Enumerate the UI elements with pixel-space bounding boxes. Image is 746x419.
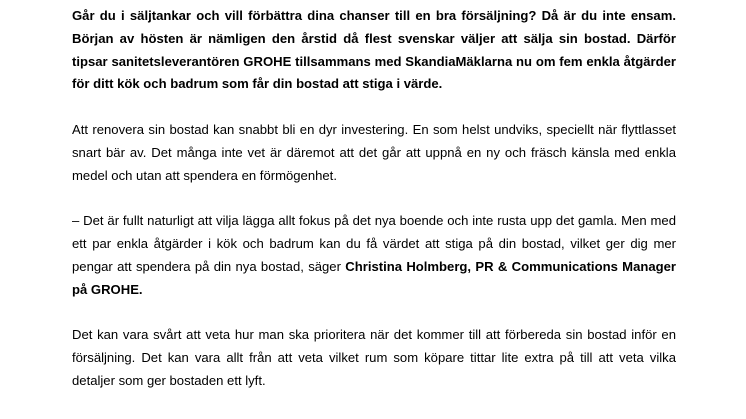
lead-paragraph: Går du i säljtankar och vill förbättra dina chanser till en bra försäljning? Då är du inte ensam. Början av hösten är nämligen den årstid då flest svenskar väljer att sälja sin bostad. Därför tipsar sanitetsleverantören GROHE tillsammans med SkandiaMäklarna nu om fem enkla åtgärder för ditt kök och badrum som får din bostad att stiga i värde. <box>72 8 676 92</box>
body-paragraph-renovation: Att renovera sin bostad kan snabbt bli en dyr investering. En som helst undviks, speciellt när flyttlasset snart bär av. Det många inte vet är däremot att det går att uppnå en ny och fräsch känsla med enkla medel och utan att spendera en förmögenhet. <box>72 121 676 183</box>
body-paragraph-prioritize: Det kan vara svårt att veta hur man ska prioritera när det kommer till att förbereda sin bostad inför en försäljning. Det kan vara allt från att veta vilket rum som köpare tittar lite extra på till att veta vilka detaljer som ger bostaden ett lyft. <box>72 327 676 388</box>
quote-text: – Det är fullt naturligt att vilja lägga allt fokus på det nya boende och inte rusta upp det gamla. Men med ett par enkla åtgärder i kök och badrum kan du få värdet att stiga på din bostad, vilket ger dig mer pengar att spendera på din nya bostad, säger <box>72 213 676 274</box>
quote-speaker: Christina Holmberg, PR & Communications Manager på GROHE. <box>72 258 677 297</box>
quote-paragraph <box>72 210 676 301</box>
document-page <box>72 5 676 393</box>
